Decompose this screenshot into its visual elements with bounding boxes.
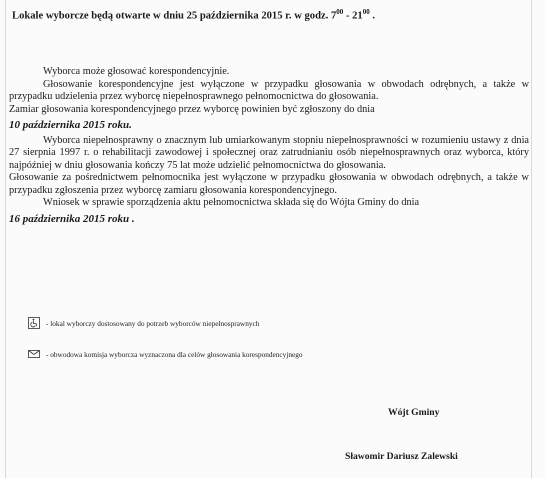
envelope-icon xyxy=(28,348,40,360)
correspondence-voting-paragraph: Głosowanie korespondencyjne jest wyłączone w przypadku głosowania w obwodach odrębnych, a także w przypadku udzielenia przez wyborcę niepełnosprawnego pełnomocnictwa do głosowania. xyxy=(9,78,529,102)
heading-end-minutes: 00 xyxy=(362,8,370,16)
heading-mid-text: - 21 xyxy=(343,10,363,22)
signature-title: Wójt Gminy xyxy=(388,407,440,418)
notice-body xyxy=(9,66,529,228)
legend-correspondence-text: - obwodowa komisja wyborcza wyznaczona dla celów głosowania korespondencyjnego xyxy=(46,349,303,359)
wheelchair-icon xyxy=(28,317,40,329)
opening-hours-heading xyxy=(12,8,532,22)
legend-correspondence-commission xyxy=(28,348,508,360)
proxy-eligibility-paragraph: Wyborca niepełnosprawny o znacznym lub umiarkowanym stopniu niepełnosprawności w rozumieniu ustawy z dnia 27 sierpnia 1997 r. o rehabilitacji zawodowej i społecznej oraz zatrudnianiu osób niepełnosprawnych oraz wyborca, który najpóźniej w dniu głosowania kończy 75 lat może udzielić pełnomocnictwa do głosowania. xyxy=(9,134,529,171)
correspondence-deadline-date: 10 października 2015 roku. xyxy=(9,119,132,131)
heading-start-minutes: 00 xyxy=(336,8,344,16)
proxy-deadline-date: 16 października 2015 roku . xyxy=(9,212,135,225)
proxy-deadline-paragraph: Wniosek w sprawie sporządzenia aktu pełnomocnictwa składa się do Wójta Gminy do dnia xyxy=(43,197,420,208)
legend-accessible-text: - lokal wyborczy dostosowany do potrzeb wyborców niepełnosprawnych xyxy=(46,318,260,328)
intro-paragraph: Wyborca może głosować korespondencyjnie. xyxy=(43,66,230,77)
legend-accessible-location xyxy=(28,317,508,329)
signature-name: Sławomir Dariusz Zalewski xyxy=(345,451,458,462)
right-margin-line xyxy=(531,0,532,478)
proxy-exclusion-paragraph: Głosowanie za pośrednictwem pełnomocnika jest wyłączone w przypadku głosowania w obwodach odrębnych, a także w przypadku zgłoszenia przez wyborcę zamiaru głosowania korespondencyjnego. xyxy=(9,172,529,196)
correspondence-deadline-paragraph: Zamiar głosowania korespondencyjnego przez wyborcę powinien być zgłoszony do dnia xyxy=(9,103,375,115)
heading-text: Lokale wyborcze będą otwarte w dniu 25 października 2015 r. w godz. 7 xyxy=(12,10,337,22)
heading-end-text: . xyxy=(369,10,376,22)
left-margin-line xyxy=(5,0,6,478)
